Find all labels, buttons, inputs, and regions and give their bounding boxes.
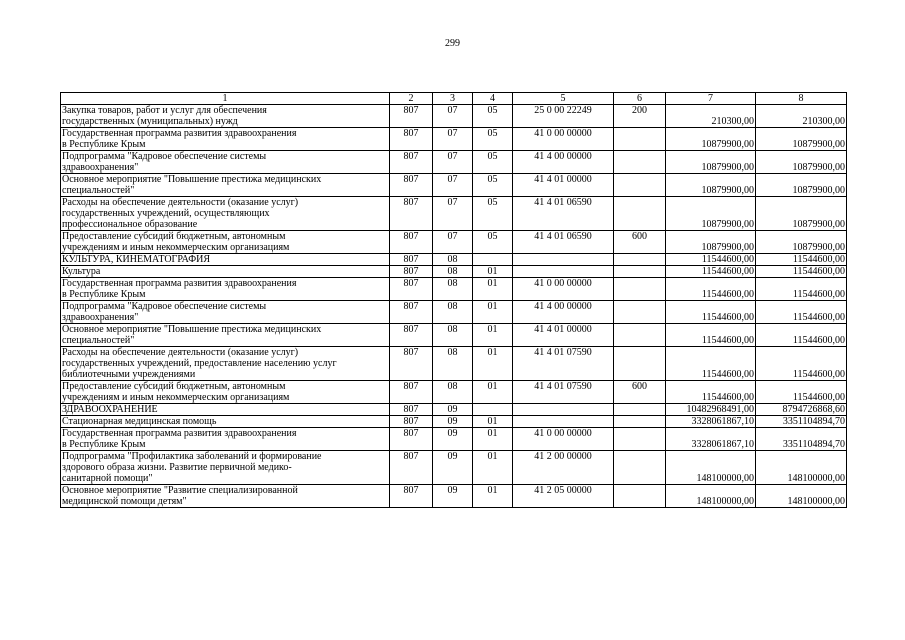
- table-row: [61, 231, 847, 254]
- amount-year2-cell: 11544600,00: [756, 301, 847, 324]
- subsection-code-cell: 01: [473, 324, 513, 347]
- subsection-code-cell: 05: [473, 105, 513, 128]
- table-header-row: [61, 93, 847, 105]
- amount-year2-cell: 3351104894,70: [756, 428, 847, 451]
- subsection-code-cell: 01: [473, 278, 513, 301]
- table-row: [61, 197, 847, 231]
- amount-year1-cell: 10879900,00: [666, 197, 756, 231]
- ministry-code-cell: 807: [390, 254, 433, 266]
- ministry-code-cell: 807: [390, 451, 433, 485]
- amount-year2-cell: 8794726868,60: [756, 404, 847, 416]
- expense-type-cell: 600: [614, 231, 666, 254]
- column-header: 5: [513, 93, 614, 105]
- column-header: 8: [756, 93, 847, 105]
- expense-type-cell: [614, 404, 666, 416]
- item-name-cell: Государственная программа развития здравоохранения в Республике Крым: [61, 278, 390, 301]
- expense-type-cell: [614, 197, 666, 231]
- amount-year2-cell: 10879900,00: [756, 151, 847, 174]
- item-name-cell: ЗДРАВООХРАНЕНИЕ: [61, 404, 390, 416]
- subsection-code-cell: [473, 254, 513, 266]
- subsection-code-cell: 01: [473, 485, 513, 508]
- section-code-cell: 09: [433, 404, 473, 416]
- expense-type-cell: [614, 416, 666, 428]
- ministry-code-cell: 807: [390, 231, 433, 254]
- table-row: [61, 254, 847, 266]
- table-row: [61, 416, 847, 428]
- section-code-cell: 08: [433, 301, 473, 324]
- target-article-cell: 41 4 01 06590: [513, 197, 614, 231]
- amount-year2-cell: 210300,00: [756, 105, 847, 128]
- ministry-code-cell: 807: [390, 266, 433, 278]
- table-row: [61, 324, 847, 347]
- target-article-cell: 41 4 01 07590: [513, 381, 614, 404]
- amount-year1-cell: 11544600,00: [666, 324, 756, 347]
- table-row: [61, 151, 847, 174]
- expense-type-cell: [614, 128, 666, 151]
- section-code-cell: 09: [433, 416, 473, 428]
- table-row: [61, 451, 847, 485]
- section-code-cell: 09: [433, 451, 473, 485]
- amount-year1-cell: 11544600,00: [666, 347, 756, 381]
- table-row: [61, 347, 847, 381]
- ministry-code-cell: 807: [390, 128, 433, 151]
- ministry-code-cell: 807: [390, 197, 433, 231]
- expense-type-cell: [614, 428, 666, 451]
- subsection-code-cell: 05: [473, 174, 513, 197]
- section-code-cell: 07: [433, 174, 473, 197]
- amount-year1-cell: 11544600,00: [666, 301, 756, 324]
- expense-type-cell: [614, 278, 666, 301]
- table-row: [61, 174, 847, 197]
- ministry-code-cell: 807: [390, 324, 433, 347]
- amount-year1-cell: 10482968491,00: [666, 404, 756, 416]
- subsection-code-cell: 05: [473, 128, 513, 151]
- column-header: 2: [390, 93, 433, 105]
- target-article-cell: 41 4 00 00000: [513, 301, 614, 324]
- item-name-cell: Подпрограмма "Кадровое обеспечение системы здравоохранения": [61, 301, 390, 324]
- ministry-code-cell: 807: [390, 347, 433, 381]
- table-row: [61, 381, 847, 404]
- expense-type-cell: 600: [614, 381, 666, 404]
- table-row: [61, 278, 847, 301]
- section-code-cell: 07: [433, 128, 473, 151]
- amount-year1-cell: 11544600,00: [666, 266, 756, 278]
- target-article-cell: [513, 254, 614, 266]
- target-article-cell: 41 4 00 00000: [513, 151, 614, 174]
- amount-year1-cell: 10879900,00: [666, 128, 756, 151]
- ministry-code-cell: 807: [390, 485, 433, 508]
- item-name-cell: Подпрограмма "Профилактика заболеваний и формирование здорового образа жизни. Развитие первичной медико- санитарной помощи": [61, 451, 390, 485]
- table-row: [61, 485, 847, 508]
- amount-year2-cell: 11544600,00: [756, 347, 847, 381]
- ministry-code-cell: 807: [390, 428, 433, 451]
- amount-year1-cell: 10879900,00: [666, 231, 756, 254]
- expense-type-cell: [614, 266, 666, 278]
- expense-type-cell: [614, 254, 666, 266]
- expense-type-cell: [614, 324, 666, 347]
- target-article-cell: 41 4 01 00000: [513, 174, 614, 197]
- ministry-code-cell: 807: [390, 381, 433, 404]
- subsection-code-cell: 01: [473, 347, 513, 381]
- amount-year1-cell: 3328061867,10: [666, 428, 756, 451]
- target-article-cell: 41 2 05 00000: [513, 485, 614, 508]
- item-name-cell: Расходы на обеспечение деятельности (оказание услуг) государственных учреждений, осуществляющих профессиональное образование: [61, 197, 390, 231]
- expense-type-cell: 200: [614, 105, 666, 128]
- target-article-cell: 41 2 00 00000: [513, 451, 614, 485]
- ministry-code-cell: 807: [390, 301, 433, 324]
- item-name-cell: Предоставление субсидий бюджетным, автономным учреждениям и иным некоммерческим организациям: [61, 381, 390, 404]
- expense-type-cell: [614, 451, 666, 485]
- item-name-cell: Основное мероприятие "Развитие специализированной медицинской помощи детям": [61, 485, 390, 508]
- table-row: [61, 301, 847, 324]
- section-code-cell: 07: [433, 231, 473, 254]
- section-code-cell: 07: [433, 105, 473, 128]
- amount-year2-cell: 11544600,00: [756, 266, 847, 278]
- column-header: 7: [666, 93, 756, 105]
- amount-year2-cell: 10879900,00: [756, 197, 847, 231]
- item-name-cell: Культура: [61, 266, 390, 278]
- subsection-code-cell: 01: [473, 416, 513, 428]
- section-code-cell: 08: [433, 324, 473, 347]
- expense-type-cell: [614, 347, 666, 381]
- target-article-cell: 41 0 00 00000: [513, 428, 614, 451]
- item-name-cell: Основное мероприятие "Повышение престижа медицинских специальностей": [61, 174, 390, 197]
- subsection-code-cell: 05: [473, 197, 513, 231]
- item-name-cell: Закупка товаров, работ и услуг для обеспечения государственных (муниципальных) нужд: [61, 105, 390, 128]
- section-code-cell: 09: [433, 485, 473, 508]
- amount-year2-cell: 148100000,00: [756, 451, 847, 485]
- item-name-cell: Подпрограмма "Кадровое обеспечение системы здравоохранения": [61, 151, 390, 174]
- ministry-code-cell: 807: [390, 416, 433, 428]
- amount-year2-cell: 148100000,00: [756, 485, 847, 508]
- target-article-cell: 41 0 00 00000: [513, 278, 614, 301]
- target-article-cell: 25 0 00 22249: [513, 105, 614, 128]
- target-article-cell: 41 4 01 07590: [513, 347, 614, 381]
- target-article-cell: [513, 416, 614, 428]
- section-code-cell: 08: [433, 254, 473, 266]
- subsection-code-cell: 05: [473, 231, 513, 254]
- subsection-code-cell: 05: [473, 151, 513, 174]
- item-name-cell: КУЛЬТУРА, КИНЕМАТОГРАФИЯ: [61, 254, 390, 266]
- table-row: [61, 128, 847, 151]
- amount-year2-cell: 3351104894,70: [756, 416, 847, 428]
- section-code-cell: 07: [433, 197, 473, 231]
- table-body: [61, 105, 847, 508]
- amount-year2-cell: 10879900,00: [756, 174, 847, 197]
- item-name-cell: Основное мероприятие "Повышение престижа медицинских специальностей": [61, 324, 390, 347]
- section-code-cell: 08: [433, 381, 473, 404]
- amount-year1-cell: 10879900,00: [666, 174, 756, 197]
- ministry-code-cell: 807: [390, 404, 433, 416]
- ministry-code-cell: 807: [390, 278, 433, 301]
- target-article-cell: [513, 266, 614, 278]
- item-name-cell: Государственная программа развития здравоохранения в Республике Крым: [61, 128, 390, 151]
- table-row: [61, 105, 847, 128]
- amount-year2-cell: 11544600,00: [756, 278, 847, 301]
- amount-year1-cell: 148100000,00: [666, 485, 756, 508]
- ministry-code-cell: 807: [390, 105, 433, 128]
- amount-year2-cell: 11544600,00: [756, 254, 847, 266]
- expense-type-cell: [614, 174, 666, 197]
- amount-year1-cell: 10879900,00: [666, 151, 756, 174]
- section-code-cell: 08: [433, 278, 473, 301]
- section-code-cell: 08: [433, 347, 473, 381]
- page-number: 299: [445, 38, 460, 49]
- subsection-code-cell: 01: [473, 428, 513, 451]
- budget-table: [60, 92, 847, 508]
- target-article-cell: [513, 404, 614, 416]
- amount-year2-cell: 10879900,00: [756, 128, 847, 151]
- item-name-cell: Расходы на обеспечение деятельности (оказание услуг) государственных учреждений, предоставление населению услуг библиотечными учреждениями: [61, 347, 390, 381]
- target-article-cell: 41 0 00 00000: [513, 128, 614, 151]
- expense-type-cell: [614, 485, 666, 508]
- item-name-cell: Государственная программа развития здравоохранения в Республике Крым: [61, 428, 390, 451]
- column-header: 6: [614, 93, 666, 105]
- item-name-cell: Стационарная медицинская помощь: [61, 416, 390, 428]
- subsection-code-cell: 01: [473, 381, 513, 404]
- amount-year2-cell: 10879900,00: [756, 231, 847, 254]
- subsection-code-cell: 01: [473, 301, 513, 324]
- amount-year1-cell: 11544600,00: [666, 254, 756, 266]
- section-code-cell: 08: [433, 266, 473, 278]
- amount-year1-cell: 148100000,00: [666, 451, 756, 485]
- item-name-cell: Предоставление субсидий бюджетным, автономным учреждениям и иным некоммерческим организациям: [61, 231, 390, 254]
- section-code-cell: 07: [433, 151, 473, 174]
- column-header: 1: [61, 93, 390, 105]
- amount-year1-cell: 11544600,00: [666, 381, 756, 404]
- amount-year1-cell: 11544600,00: [666, 278, 756, 301]
- subsection-code-cell: 01: [473, 451, 513, 485]
- subsection-code-cell: 01: [473, 266, 513, 278]
- table-row: [61, 428, 847, 451]
- ministry-code-cell: 807: [390, 151, 433, 174]
- table-row: [61, 266, 847, 278]
- column-header: 4: [473, 93, 513, 105]
- amount-year2-cell: 11544600,00: [756, 381, 847, 404]
- amount-year1-cell: 210300,00: [666, 105, 756, 128]
- target-article-cell: 41 4 01 00000: [513, 324, 614, 347]
- ministry-code-cell: 807: [390, 174, 433, 197]
- expense-type-cell: [614, 301, 666, 324]
- amount-year2-cell: 11544600,00: [756, 324, 847, 347]
- subsection-code-cell: [473, 404, 513, 416]
- expense-type-cell: [614, 151, 666, 174]
- amount-year1-cell: 3328061867,10: [666, 416, 756, 428]
- table-row: [61, 404, 847, 416]
- column-header: 3: [433, 93, 473, 105]
- target-article-cell: 41 4 01 06590: [513, 231, 614, 254]
- section-code-cell: 09: [433, 428, 473, 451]
